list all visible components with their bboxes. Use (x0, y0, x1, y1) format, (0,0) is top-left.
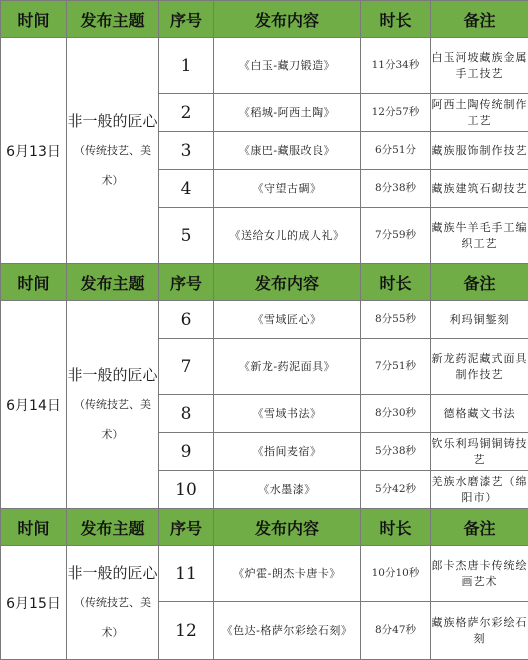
note-cell: 郎卡杰唐卡传统绘画艺术 (431, 546, 528, 602)
duration-cell: 6分51分 (361, 132, 431, 170)
sequence-number: 12 (159, 602, 214, 660)
header-note: 备注 (431, 509, 528, 546)
theme-sub: （传统技艺、美术） (74, 398, 151, 441)
content-title: 《稻城-阿西土陶》 (214, 94, 361, 132)
sequence-number: 10 (159, 471, 214, 509)
duration-cell: 5分38秒 (361, 433, 431, 471)
note-cell: 新龙药泥藏式面具制作技艺 (431, 339, 528, 395)
sequence-number: 2 (159, 94, 214, 132)
duration-cell: 7分59秒 (361, 208, 431, 264)
content-title: 《白玉-藏刀锻造》 (214, 38, 361, 94)
content-title: 《水墨漆》 (214, 471, 361, 509)
theme-main: 非一般的匠心 (67, 564, 157, 582)
content-title: 《守望古碉》 (214, 170, 361, 208)
header-number: 序号 (159, 509, 214, 546)
sequence-number: 7 (159, 339, 214, 395)
header-row (1, 509, 528, 546)
header-number: 序号 (159, 264, 214, 301)
sequence-number: 5 (159, 208, 214, 264)
date-cell: 6月15日 (1, 546, 67, 660)
content-title: 《雪域书法》 (214, 395, 361, 433)
header-note: 备注 (431, 1, 528, 38)
sequence-number: 8 (159, 395, 214, 433)
theme-sub: （传统技艺、美术） (74, 144, 151, 187)
sequence-number: 3 (159, 132, 214, 170)
date-cell: 6月13日 (1, 38, 67, 264)
duration-cell: 12分57秒 (361, 94, 431, 132)
duration-cell: 7分51秒 (361, 339, 431, 395)
theme-main: 非一般的匠心 (67, 366, 157, 384)
header-duration: 时长 (361, 1, 431, 38)
header-time: 时间 (1, 264, 67, 301)
header-time: 时间 (1, 509, 67, 546)
theme-cell (67, 546, 159, 660)
note-cell: 德格藏文书法 (431, 395, 528, 433)
note-cell: 藏族服饰制作技艺 (431, 132, 528, 170)
note-cell: 藏族格萨尔彩绘石刻 (431, 602, 528, 660)
content-title: 《康巴-藏服改良》 (214, 132, 361, 170)
duration-cell: 11分34秒 (361, 38, 431, 94)
sequence-number: 4 (159, 170, 214, 208)
header-content: 发布内容 (214, 264, 361, 301)
date-cell: 6月14日 (1, 301, 67, 509)
note-cell: 藏族牛羊毛手工编织工艺 (431, 208, 528, 264)
content-title: 《送给女儿的成人礼》 (214, 208, 361, 264)
header-note: 备注 (431, 264, 528, 301)
sequence-number: 11 (159, 546, 214, 602)
header-duration: 时长 (361, 509, 431, 546)
sequence-number: 9 (159, 433, 214, 471)
theme-sub: （传统技艺、美术） (74, 596, 151, 639)
header-theme: 发布主题 (67, 1, 159, 38)
duration-cell: 8分55秒 (361, 301, 431, 339)
duration-cell: 5分42秒 (361, 471, 431, 509)
note-cell: 白玉河坡藏族金属手工技艺 (431, 38, 528, 94)
note-cell: 钦乐利玛铜铜铸技艺 (431, 433, 528, 471)
theme-main: 非一般的匠心 (67, 112, 157, 130)
header-duration: 时长 (361, 264, 431, 301)
table-row (1, 546, 528, 602)
sequence-number: 6 (159, 301, 214, 339)
theme-cell (67, 38, 159, 264)
duration-cell: 8分38秒 (361, 170, 431, 208)
header-content: 发布内容 (214, 509, 361, 546)
content-title: 《指间麦宿》 (214, 433, 361, 471)
duration-cell: 10分10秒 (361, 546, 431, 602)
header-content: 发布内容 (214, 1, 361, 38)
content-title: 《雪域匠心》 (214, 301, 361, 339)
content-title: 《色达-格萨尔彩绘石刻》 (214, 602, 361, 660)
theme-cell (67, 301, 159, 509)
header-number: 序号 (159, 1, 214, 38)
duration-cell: 8分30秒 (361, 395, 431, 433)
schedule-body (1, 1, 528, 660)
note-cell: 阿西土陶传统制作工艺 (431, 94, 528, 132)
table-row (1, 38, 528, 94)
header-theme: 发布主题 (67, 264, 159, 301)
sequence-number: 1 (159, 38, 214, 94)
table-row (1, 301, 528, 339)
header-time: 时间 (1, 1, 67, 38)
note-cell: 羌族水磨漆艺（绵阳市） (431, 471, 528, 509)
header-row (1, 264, 528, 301)
header-row (1, 1, 528, 38)
note-cell: 利玛铜錾刻 (431, 301, 528, 339)
header-theme: 发布主题 (67, 509, 159, 546)
content-title: 《炉霍-朗杰卡唐卡》 (214, 546, 361, 602)
duration-cell: 8分47秒 (361, 602, 431, 660)
content-title: 《新龙-药泥面具》 (214, 339, 361, 395)
note-cell: 藏族建筑石砌技艺 (431, 170, 528, 208)
